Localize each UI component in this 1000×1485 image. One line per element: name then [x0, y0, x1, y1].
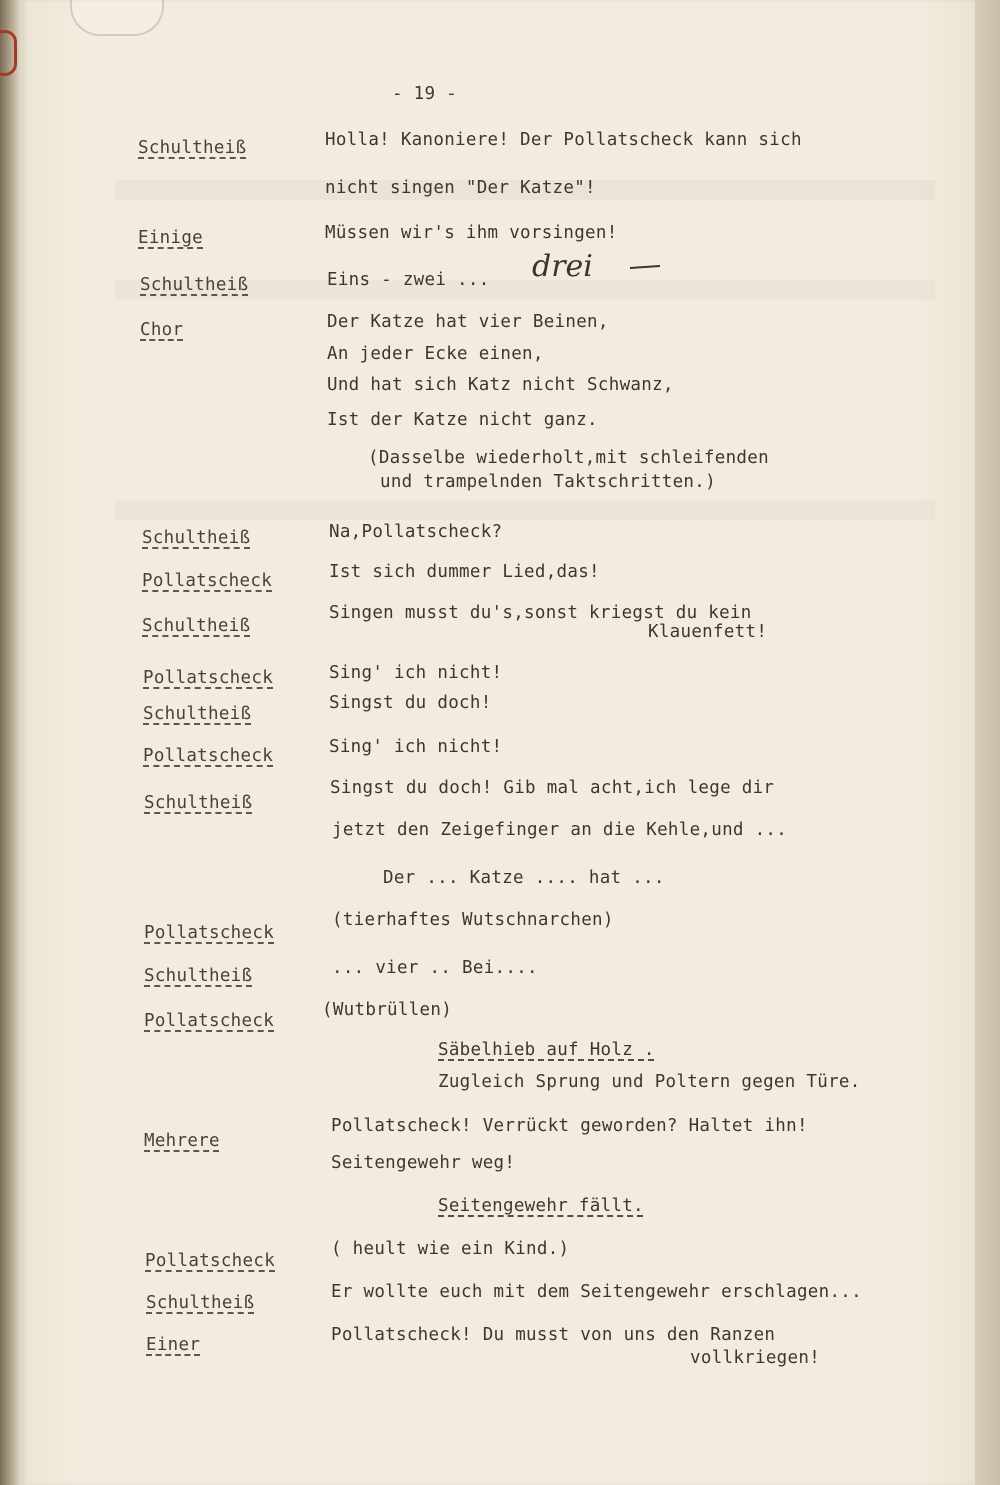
speaker-label: Pollatscheck — [143, 668, 274, 688]
handwritten-insert — [530, 252, 670, 292]
dialogue-line: Pollatscheck! Du musst von uns den Ranzen — [331, 1325, 776, 1345]
binding-strip — [0, 0, 22, 1485]
dialogue-line: vollkriegen! — [690, 1348, 821, 1368]
speaker-label: Schultheiß — [140, 275, 249, 295]
dialogue-line: Eins - zwei ... — [327, 270, 490, 290]
stage-direction: (Wutbrüllen) — [322, 1000, 453, 1020]
speaker-label: Pollatscheck — [143, 746, 274, 766]
speaker-label: Schultheiß — [142, 616, 251, 636]
dialogue-line: Er wollte euch mit dem Seitengewehr erschlagen... — [331, 1282, 862, 1302]
speaker-label: Einer — [146, 1335, 201, 1355]
dialogue-line: Sing' ich nicht! — [329, 737, 503, 757]
stage-action: Zugleich Sprung und Poltern gegen Türe. — [438, 1072, 861, 1092]
stage-direction: ( heult wie ein Kind.) — [331, 1239, 570, 1259]
speaker-label: Pollatscheck — [144, 1011, 275, 1031]
speaker-label: Schultheiß — [144, 966, 253, 986]
handwritten-word: drei — [532, 252, 593, 284]
dialogue-line: Holla! Kanoniere! Der Pollatscheck kann sich — [325, 130, 802, 150]
dialogue-line: Müssen wir's ihm vorsingen! — [325, 223, 618, 243]
stage-action: Seitengewehr fällt. — [438, 1196, 644, 1216]
dialogue-line: ... vier .. Bei.... — [332, 958, 538, 978]
speaker-label: Chor — [140, 320, 184, 340]
speaker-label: Pollatscheck — [144, 923, 275, 943]
bleed-through — [115, 500, 935, 520]
dialogue-line: Der ... Katze .... hat ... — [383, 868, 665, 888]
dialogue-line: Na,Pollatscheck? — [329, 522, 503, 542]
verse-line: Der Katze hat vier Beinen, — [327, 312, 609, 332]
verse-line: An jeder Ecke einen, — [327, 344, 544, 364]
speaker-label: Schultheiß — [138, 138, 247, 158]
speaker-label: Pollatscheck — [145, 1251, 276, 1271]
speaker-label: Schultheiß — [143, 704, 252, 724]
speaker-label: Schultheiß — [142, 528, 251, 548]
dialogue-line: Pollatscheck! Verrückt geworden? Haltet ihn! — [331, 1116, 808, 1136]
speaker-label: Schultheiß — [144, 793, 253, 813]
page-edge — [975, 0, 1000, 1485]
speaker-label: Einige — [138, 228, 204, 248]
dialogue-line: Sing' ich nicht! — [329, 663, 503, 683]
stage-direction: und trampelnden Taktschritten.) — [380, 472, 716, 492]
dialogue-line: jetzt den Zeigefinger an die Kehle,und ... — [332, 820, 788, 840]
stage-action: Säbelhieb auf Holz . — [438, 1040, 655, 1060]
dialogue-line: Klauenfett! — [648, 622, 768, 642]
speaker-label: Schultheiß — [146, 1293, 255, 1313]
stage-direction: (Dasselbe wiederholt,mit schleifenden — [368, 448, 769, 468]
dialogue-line: Ist sich dummer Lied,das! — [329, 562, 600, 582]
page-number: - 19 - — [392, 84, 458, 104]
verse-line: Und hat sich Katz nicht Schwanz, — [327, 375, 674, 395]
dialogue-line: Singst du doch! Gib mal acht,ich lege dir — [330, 778, 775, 798]
dialogue-line: Singen musst du's,sonst kriegst du kein — [329, 603, 752, 623]
verse-line: Ist der Katze nicht ganz. — [327, 410, 598, 430]
dialogue-line: Seitengewehr weg! — [331, 1153, 516, 1173]
speaker-label: Pollatscheck — [142, 571, 273, 591]
speaker-label: Mehrere — [144, 1131, 220, 1151]
binding-ring — [0, 30, 17, 76]
dialogue-line: Singst du doch! — [329, 693, 492, 713]
stage-direction: (tierhaftes Wutschnarchen) — [332, 910, 614, 930]
dialogue-line: nicht singen "Der Katze"! — [325, 178, 596, 198]
handwritten-dash — [630, 266, 660, 268]
paper-clip-mark — [70, 0, 164, 36]
